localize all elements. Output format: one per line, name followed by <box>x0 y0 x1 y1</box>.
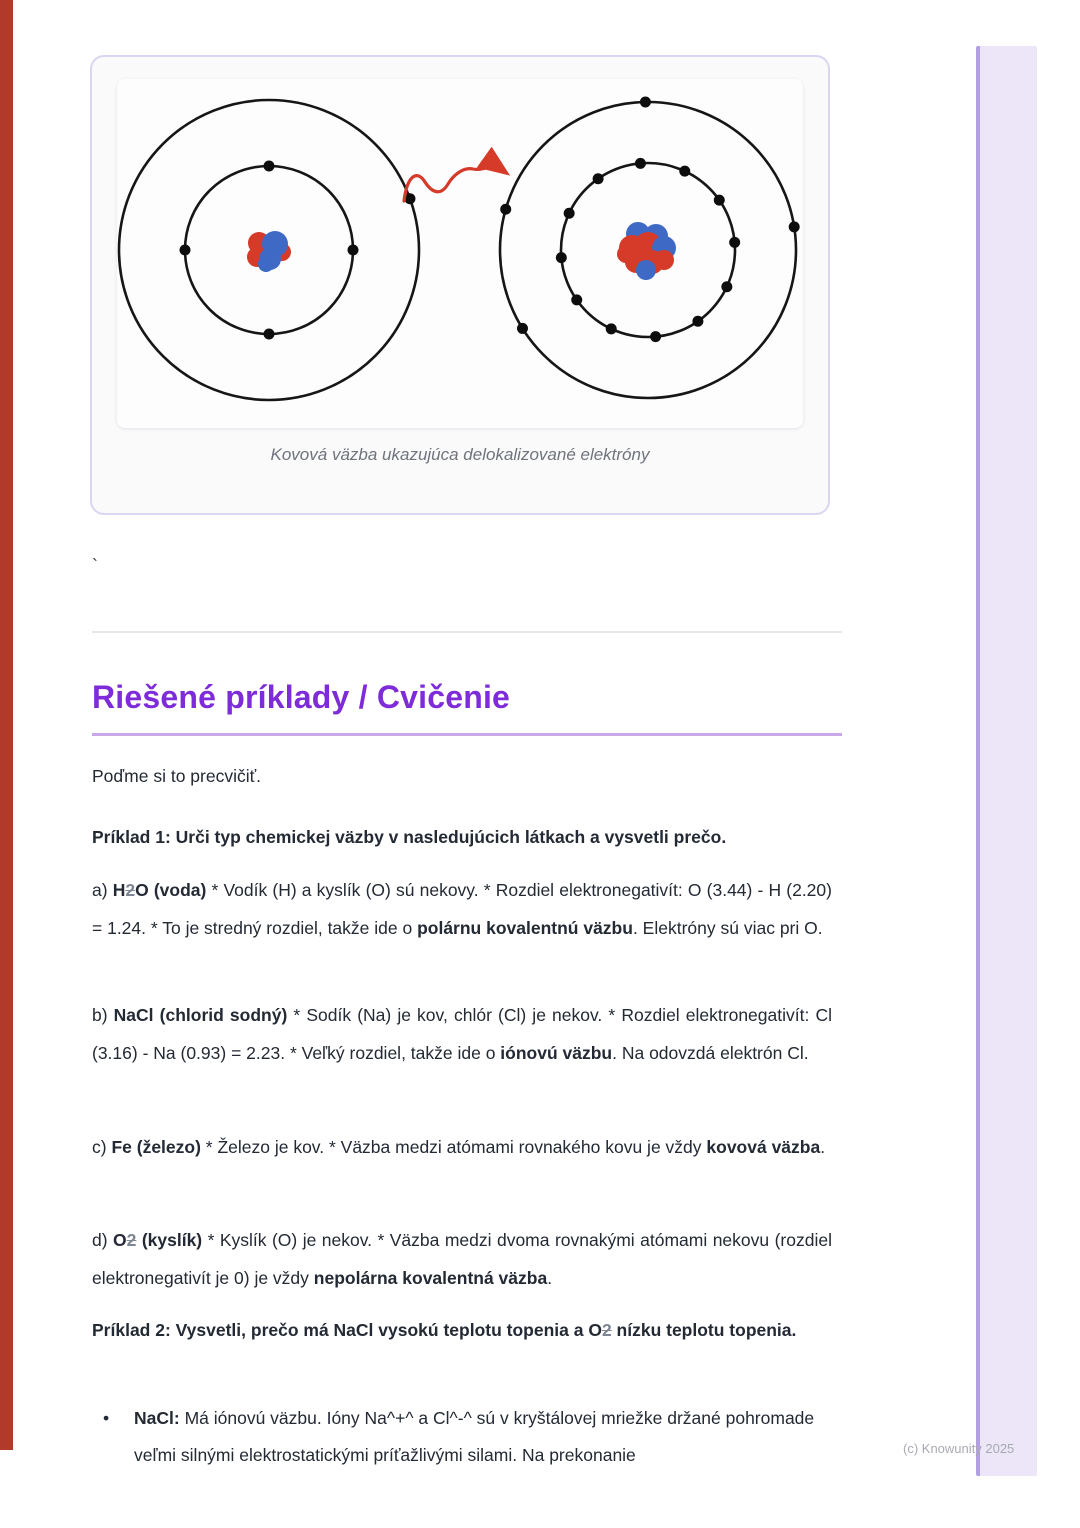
left-accent-bar <box>0 0 13 1450</box>
section-heading: Riešené príklady / Cvičenie <box>92 679 511 715</box>
stray-backtick: ` <box>92 556 98 576</box>
bullet-marker: • <box>103 1408 110 1428</box>
section-divider <box>92 631 842 633</box>
example1-item-a: a) H2O (voda) * Vodík (H) a kyslík (O) sú nekovy. * Rozdiel elektronegativít: O (3.44) - H (2.20) = 1.24. * To je stredný rozdiel, takže ide o polárnu kovalentnú väzbu. Elektróny sú viac pri O. <box>92 880 832 938</box>
example1-item-c: c) Fe (železo) * Železo je kov. * Väzba medzi atómami rovnakého kovu je vždy kovová väzba. <box>92 1137 826 1157</box>
example1-item-d: d) O2 (kyslík) * Kyslík (O) je nekov. * Väzba medzi dvoma rovnakými atómami nekovu (rozdiel elektronegativít je 0) je vždy nepolárna kovalentná väzba. <box>92 1230 832 1288</box>
figure-caption: Kovová väzba ukazujúca delokalizované elektróny <box>270 445 650 464</box>
heading-underline <box>92 733 842 736</box>
figure-image <box>117 79 803 428</box>
example1-item-b: b) NaCl (chlorid sodný) * Sodík (Na) je kov, chlór (Cl) je nekov. * Rozdiel elektronegativít: Cl (3.16) - Na (0.93) = 2.23. * Veľký rozdiel, takže ide o iónovú väzbu. Na odovzdá elektrón Cl. <box>92 1005 832 1063</box>
bullet-text: NaCl: Má iónovú väzbu. Ióny Na^+^ a Cl^-^ sú v kryštálovej mriežke držané pohromade veľmi silnými elektrostatickými príťažlivými silami. Na prekonanie <box>134 1408 815 1465</box>
intro-text: Poďme si to precvičiť. <box>92 766 262 786</box>
copyright-text: (c) Knowunity 2025 <box>903 1441 1015 1456</box>
figure-card <box>90 55 830 515</box>
example2-title: Príklad 2: Vysvetli, prečo má NaCl vysokú teplotu topenia a O2 nízku teplotu topenia. <box>92 1320 797 1340</box>
right-margin-strip <box>976 46 1037 1476</box>
bullet-item <box>92 1400 832 1474</box>
example1-title: Príklad 1: Urči typ chemickej väzby v nasledujúcich látkach a vysvetli prečo. <box>92 827 727 847</box>
metallic-bonding-diagram <box>117 79 803 428</box>
